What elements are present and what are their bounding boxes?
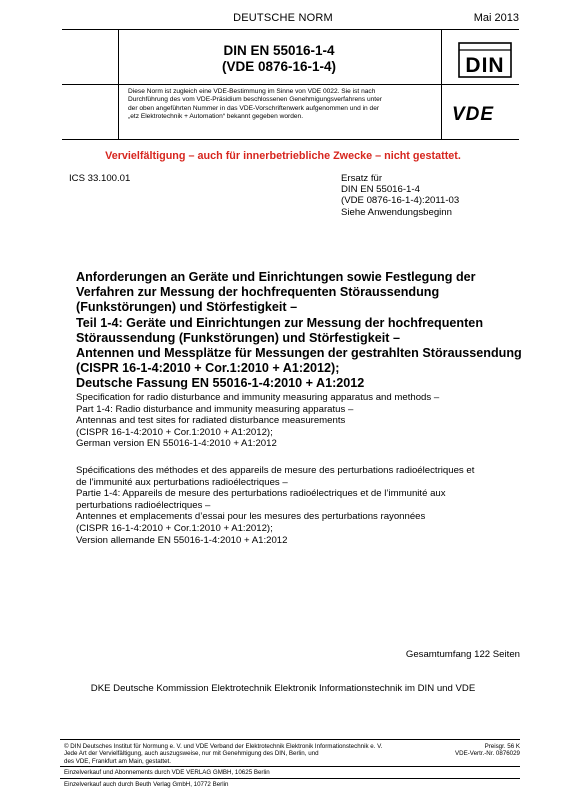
- header-rule-top: [62, 29, 519, 30]
- din-logo: [458, 42, 512, 78]
- vde-note-line: Durchführung des vom VDE-Präsidium beschlossenen Genehmigungsverfahrens unter: [128, 96, 382, 104]
- footer-rule: [60, 739, 520, 740]
- english-title: [76, 392, 526, 450]
- header-rule-middle: [62, 84, 519, 85]
- copyright-notice: [64, 743, 383, 765]
- german-title-line: Deutsche Fassung EN 55016-1-4:2010 + A1:2012: [76, 376, 365, 391]
- publication-date: Mai 2013: [473, 12, 519, 24]
- document-type-title: DEUTSCHE NORM: [233, 12, 333, 24]
- french-title-line: Antennes et emplacements d’essai pour les mesures des perturbations rayonnées: [76, 511, 426, 523]
- vde-note-line: Diese Norm ist zugleich eine VDE-Bestimmung im Sinne von VDE 0022. Sie ist nach: [128, 88, 376, 95]
- english-title-line: Part 1-4: Radio disturbance and immunity measuring apparatus –: [76, 403, 354, 415]
- german-title-line: (Funkstörungen) und Störfestigkeit –: [76, 300, 298, 315]
- english-title-line: Specification for radio disturbance and immunity measuring apparatus and methods –: [76, 392, 440, 403]
- copyright-line: Jede Art der Vervielfältigung, auch auszugsweise, nur mit Genehmigung des DIN, Berlin, und: [64, 750, 319, 758]
- german-title-line: Antennen und Messplätze für Messungen der gestrahlten Störaussendung: [76, 346, 522, 361]
- replacement-line: DIN EN 55016-1-4: [341, 184, 420, 196]
- copyright-line: des VDE, Frankfurt am Main, gestattet.: [64, 757, 171, 765]
- header-divider-right: [441, 29, 442, 139]
- dke-commission: DKE Deutsche Kommission Elektrotechnik Elektronik Informationstechnik im DIN und VDE: [90, 683, 476, 694]
- sales-info-vde: Einzelverkauf und Abonnements durch VDE VERLAG GMBH, 10625 Berlin: [64, 769, 270, 776]
- vde-note-line: „etz Elektrotechnik + Automation“ bekannt gegeben worden.: [128, 113, 304, 121]
- footer-rule-3: [60, 778, 520, 779]
- replacement-line: Ersatz für: [341, 173, 383, 184]
- replacement-info: [341, 173, 459, 218]
- french-title-line: Version allemande EN 55016-1-4:2010 + A1:2012: [76, 534, 288, 546]
- english-title-line: Antennas and test sites for radiated disturbance measurements: [76, 415, 346, 427]
- german-title-line: Verfahren zur Messung der hochfrequenten Störaussendung: [76, 285, 440, 300]
- copyright-line: © DIN Deutsches Institut für Normung e. V. und VDE Verband der Elektrotechnik Elektronik Informationstechnik e. V.: [64, 743, 383, 750]
- vde-classification-number: (VDE 0876-16-1-4): [221, 59, 337, 74]
- french-title-line: de l’immunité aux perturbations radioélectriques –: [76, 476, 288, 488]
- ics-code: ICS 33.100.01: [69, 173, 131, 184]
- replacement-line: Siehe Anwendungsbeginn: [341, 206, 452, 218]
- total-pages: Gesamtumfang 122 Seiten: [405, 649, 520, 660]
- vde-logo: VDE: [452, 104, 495, 125]
- french-title-line: perturbations radioélectriques –: [76, 499, 211, 511]
- french-title-line: Partie 1-4: Appareils de mesure des perturbations radioélectriques et de l’immunité aux: [76, 488, 446, 500]
- standard-number: DIN EN 55016-1-4: [223, 43, 335, 58]
- din-logo-text: DIN: [465, 54, 505, 77]
- price-info: [455, 743, 520, 758]
- french-title-line: (CISPR 16-1-4:2010 + Cor.1:2010 + A1:2012);: [76, 522, 273, 534]
- german-title-line: Anforderungen an Geräte und Einrichtungen sowie Festlegung der: [76, 270, 476, 284]
- german-title-line: (CISPR 16-1-4:2010 + Cor.1:2010 + A1:2012);: [76, 361, 340, 376]
- sales-info-beuth: Einzelverkauf auch durch Beuth Verlag GmbH, 10772 Berlin: [64, 781, 229, 788]
- french-title-line: Spécifications des méthodes et des appareils de mesure des perturbations radioélectriques et: [76, 465, 475, 476]
- price-group: Preisgr. 56 K: [484, 743, 520, 750]
- copy-warning: Vervielfältigung – auch für innerbetriebliche Zwecke – nicht gestattet.: [105, 150, 461, 162]
- footer-rule-2: [60, 766, 520, 767]
- english-title-line: (CISPR 16-1-4:2010 + Cor.1:2010 + A1:2012);: [76, 426, 273, 438]
- vde-note-line: der oben angeführten Nummer in das VDE-Vorschriftenwerk aufgenommen und in der: [128, 104, 380, 112]
- replacement-line: (VDE 0876-16-1-4):2011-03: [341, 195, 460, 207]
- german-title: [76, 270, 526, 392]
- german-title-line: Störaussendung (Funkstörungen) und Störfestigkeit –: [76, 330, 400, 345]
- header-rule-bottom: [62, 139, 519, 140]
- standard-number-block: [118, 43, 440, 75]
- german-title-line: Teil 1-4: Geräte und Einrichtungen zur Messung der hochfrequenten: [76, 315, 484, 330]
- vde-distribution-number: VDE-Vertr.-Nr. 0876029: [455, 750, 520, 758]
- french-title: [76, 465, 526, 546]
- vde-regulation-note: [128, 88, 440, 122]
- english-title-line: German version EN 55016-1-4:2010 + A1:2012: [76, 438, 277, 450]
